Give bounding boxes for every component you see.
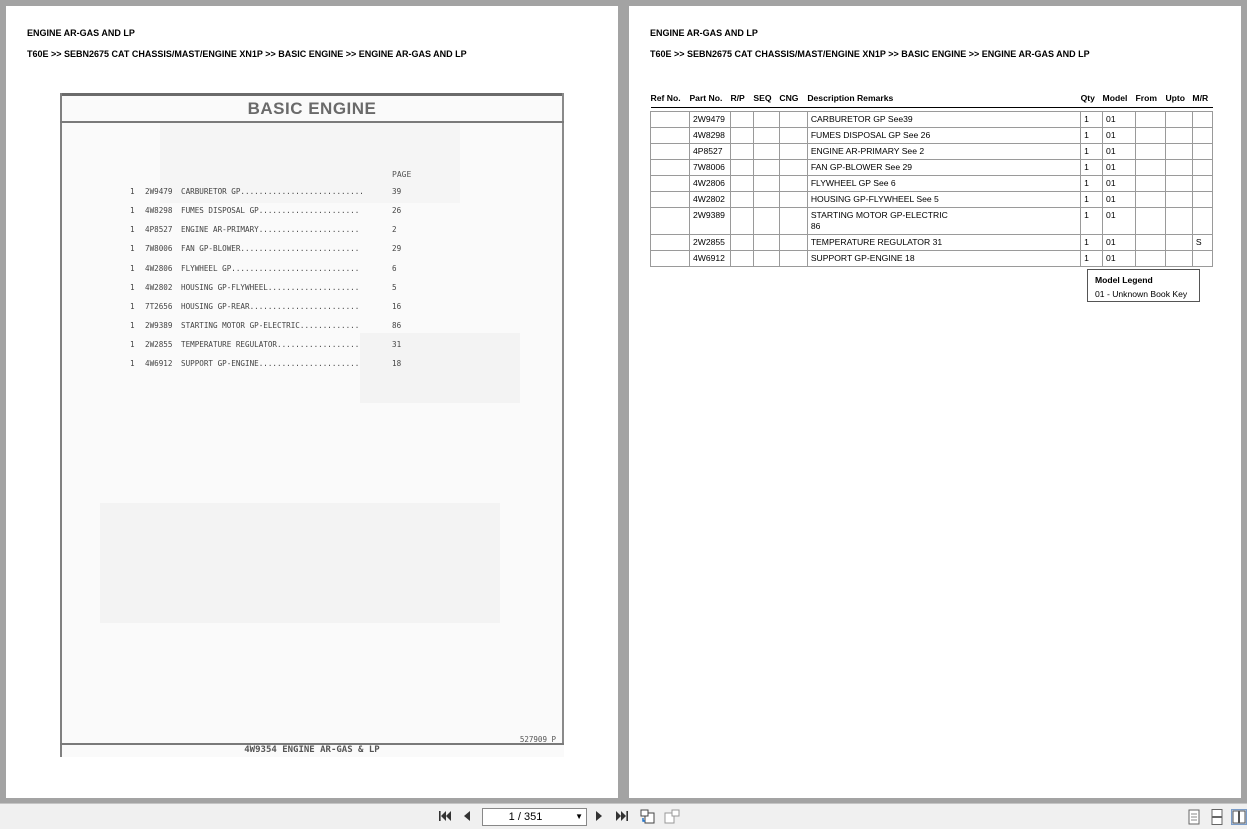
- chevron-down-icon: ▼: [575, 812, 583, 821]
- scan-row-description: SUPPORT GP-ENGINE......................: [181, 359, 360, 368]
- cell-part: 7W8006: [689, 160, 730, 176]
- viewer-toolbar: [0, 803, 1247, 829]
- scan-row: [60, 264, 564, 276]
- scan-row-page: 5: [392, 283, 397, 292]
- cell-cng: [779, 192, 807, 208]
- cell-seq: [753, 144, 779, 160]
- table-row: [651, 176, 1213, 192]
- scan-row-page: 86: [392, 321, 402, 330]
- scan-row-qty: 1: [130, 359, 135, 368]
- cell-mr: [1192, 128, 1212, 144]
- cell-mr: [1192, 160, 1212, 176]
- cell-qty: 1: [1081, 208, 1103, 235]
- scan-row-page: 6: [392, 264, 397, 273]
- table-row: [651, 251, 1213, 267]
- column-header: M/R: [1192, 92, 1212, 108]
- cell-cng: [779, 128, 807, 144]
- cell-part: 2W2855: [689, 235, 730, 251]
- scan-row-description: HOUSING GP-FLYWHEEL....................: [181, 283, 360, 292]
- cell-desc-line: FAN GP-BLOWER See 29: [810, 162, 913, 172]
- scan-heading: BASIC ENGINE: [247, 99, 377, 118]
- cell-upto: [1165, 208, 1192, 235]
- cell-cng: [779, 144, 807, 160]
- cell-rp: [730, 128, 753, 144]
- cell-qty: 1: [1081, 144, 1103, 160]
- table-row: [651, 128, 1213, 144]
- page-number-select[interactable]: [482, 808, 587, 826]
- scan-row-part-number: 4W2802: [145, 283, 173, 292]
- table-header-row: [651, 92, 1213, 108]
- cell-desc: [807, 160, 1080, 176]
- cell-seq: [753, 235, 779, 251]
- cell-upto: [1165, 235, 1192, 251]
- column-header: Part No.: [689, 92, 730, 108]
- cell-seq: [753, 251, 779, 267]
- cell-mr: [1192, 208, 1212, 235]
- scan-row-description: STARTING MOTOR GP-ELECTRIC.............: [181, 321, 360, 330]
- scan-row-qty: 1: [130, 302, 135, 311]
- cell-mr: S: [1192, 235, 1212, 251]
- cell-part: 2W9479: [689, 112, 730, 128]
- cell-mr: [1192, 176, 1212, 192]
- go-back-view-icon[interactable]: [640, 809, 654, 823]
- scan-footer: 4W9354 ENGINE AR-GAS & LP: [244, 745, 380, 755]
- cell-upto: [1165, 144, 1192, 160]
- cell-seq: [753, 176, 779, 192]
- scan-row-page: 2: [392, 225, 397, 234]
- scan-row-description: HOUSING GP-REAR........................: [181, 302, 360, 311]
- scan-page-column-label: PAGE: [392, 170, 412, 179]
- cell-ref: [651, 235, 690, 251]
- scan-row-qty: 1: [130, 187, 135, 196]
- legend-title: Model Legend: [1095, 275, 1153, 285]
- right-page: [629, 6, 1241, 798]
- column-header: Description Remarks: [807, 92, 1080, 108]
- cell-part: 4W6912: [689, 251, 730, 267]
- cell-from: [1136, 192, 1166, 208]
- cell-cng: [779, 235, 807, 251]
- next-page-icon[interactable]: [592, 809, 606, 823]
- scan-row-part-number: 7W8006: [145, 244, 173, 253]
- cell-desc-line: HOUSING GP-FLYWHEEL See 5: [810, 194, 939, 204]
- cell-from: [1136, 208, 1166, 235]
- cell-model: 01: [1103, 144, 1136, 160]
- cell-desc-line: TEMPERATURE REGULATOR 31: [810, 237, 943, 247]
- cell-model: 01: [1103, 128, 1136, 144]
- cell-upto: [1165, 192, 1192, 208]
- cell-rp: [730, 112, 753, 128]
- scan-row-part-number: 4W6912: [145, 359, 173, 368]
- table-row: [651, 144, 1213, 160]
- prev-page-icon[interactable]: [460, 809, 474, 823]
- cell-desc: [807, 176, 1080, 192]
- legend-item: 01 - Unknown Book Key: [1095, 289, 1188, 299]
- scan-row-description: TEMPERATURE REGULATOR..................: [181, 340, 360, 349]
- cell-ref: [651, 144, 690, 160]
- scan-row-page: 16: [392, 302, 402, 311]
- cell-desc: [807, 251, 1080, 267]
- scan-row: [60, 340, 564, 352]
- column-header: Ref No.: [651, 92, 690, 108]
- scan-row-part-number: 2W9479: [145, 187, 173, 196]
- table-row: [651, 192, 1213, 208]
- continuous-view-icon[interactable]: [1210, 809, 1224, 823]
- cell-desc-line: FLYWHEEL GP See 6: [810, 178, 896, 188]
- cell-rp: [730, 192, 753, 208]
- cell-ref: [651, 208, 690, 235]
- column-header: Upto: [1165, 92, 1192, 108]
- cell-desc-line: SUPPORT GP-ENGINE 18: [810, 253, 915, 263]
- cell-rp: [730, 160, 753, 176]
- cell-rp: [730, 208, 753, 235]
- cell-model: 01: [1103, 160, 1136, 176]
- scan-row-description: CARBURETOR GP...........................: [181, 187, 364, 196]
- scan-row-qty: 1: [130, 321, 135, 330]
- cell-from: [1136, 176, 1166, 192]
- table-row: [651, 235, 1213, 251]
- cell-qty: 1: [1081, 251, 1103, 267]
- cell-rp: [730, 144, 753, 160]
- cell-model: 01: [1103, 235, 1136, 251]
- cell-qty: 1: [1081, 235, 1103, 251]
- go-forward-view-icon[interactable]: [664, 809, 678, 823]
- scan-row-qty: 1: [130, 244, 135, 253]
- cell-cng: [779, 208, 807, 235]
- cell-from: [1136, 128, 1166, 144]
- cell-qty: 1: [1081, 160, 1103, 176]
- parts-table: [650, 92, 1213, 267]
- column-header: CNG: [779, 92, 807, 108]
- cell-desc: [807, 144, 1080, 160]
- cell-model: 01: [1103, 112, 1136, 128]
- cell-part: 4W2802: [689, 192, 730, 208]
- scan-top-border: [60, 93, 564, 96]
- scan-row-description: FUMES DISPOSAL GP......................: [181, 206, 360, 215]
- cell-mr: [1192, 112, 1212, 128]
- cell-seq: [753, 192, 779, 208]
- scan-row: [60, 225, 564, 237]
- scan-row-part-number: 4W8298: [145, 206, 173, 215]
- page-number-value: 1 / 351: [508, 811, 543, 823]
- scan-row: [60, 283, 564, 295]
- column-header: SEQ: [753, 92, 779, 108]
- cell-ref: [651, 112, 690, 128]
- scan-row: [60, 302, 564, 314]
- left-page: [6, 6, 618, 798]
- cell-desc: [807, 235, 1080, 251]
- scan-row-qty: 1: [130, 225, 135, 234]
- scan-ref-code: 527909 P: [519, 735, 556, 744]
- cell-upto: [1165, 251, 1192, 267]
- cell-from: [1136, 251, 1166, 267]
- table-row: [651, 112, 1213, 128]
- cell-from: [1136, 112, 1166, 128]
- cell-cng: [779, 176, 807, 192]
- cell-part: 4W2806: [689, 176, 730, 192]
- scan-row: [60, 187, 564, 199]
- scan-row-description: ENGINE AR-PRIMARY......................: [181, 225, 360, 234]
- page-title: ENGINE AR-GAS AND LP: [650, 28, 758, 38]
- cell-rp: [730, 235, 753, 251]
- single-page-view-icon[interactable]: [1187, 809, 1201, 823]
- cell-desc-line: STARTING MOTOR GP-ELECTRIC: [810, 210, 948, 220]
- cell-part: 4W8298: [689, 128, 730, 144]
- column-header: From: [1136, 92, 1166, 108]
- cell-model: 01: [1103, 176, 1136, 192]
- scan-row-page: 26: [392, 206, 402, 215]
- cell-qty: 1: [1081, 176, 1103, 192]
- scan-row-description: FLYWHEEL GP............................: [181, 264, 360, 273]
- scan-row-qty: 1: [130, 264, 135, 273]
- cell-upto: [1165, 160, 1192, 176]
- cell-ref: [651, 160, 690, 176]
- cell-seq: [753, 208, 779, 235]
- scan-row-page: 29: [392, 244, 402, 253]
- cell-cng: [779, 160, 807, 176]
- column-header: R/P: [730, 92, 753, 108]
- scanned-page-image: [60, 93, 564, 757]
- cell-part: 2W9389: [689, 208, 730, 235]
- page-title: ENGINE AR-GAS AND LP: [27, 28, 135, 38]
- cell-upto: [1165, 176, 1192, 192]
- table-row: [651, 160, 1213, 176]
- cell-seq: [753, 112, 779, 128]
- cell-cng: [779, 112, 807, 128]
- cell-desc: [807, 128, 1080, 144]
- scan-row-page: 31: [392, 340, 402, 349]
- cell-desc: [807, 192, 1080, 208]
- cell-qty: 1: [1081, 192, 1103, 208]
- scan-row-page: 18: [392, 359, 402, 368]
- scan-row-part-number: 7T2656: [145, 302, 173, 311]
- cell-model: 01: [1103, 208, 1136, 235]
- scan-row-qty: 1: [130, 206, 135, 215]
- cell-qty: 1: [1081, 112, 1103, 128]
- cell-mr: [1192, 251, 1212, 267]
- cell-desc-line: 86: [810, 221, 821, 231]
- model-legend: [1087, 269, 1200, 302]
- cell-upto: [1165, 128, 1192, 144]
- breadcrumb: T60E >> SEBN2675 CAT CHASSIS/MAST/ENGINE XN1P >> BASIC ENGINE >> ENGINE AR-GAS AND LP: [27, 49, 467, 59]
- cell-rp: [730, 251, 753, 267]
- breadcrumb: T60E >> SEBN2675 CAT CHASSIS/MAST/ENGINE XN1P >> BASIC ENGINE >> ENGINE AR-GAS AND LP: [650, 49, 1090, 59]
- cell-from: [1136, 144, 1166, 160]
- cell-cng: [779, 251, 807, 267]
- scan-row-qty: 1: [130, 283, 135, 292]
- cell-rp: [730, 176, 753, 192]
- cell-model: 01: [1103, 192, 1136, 208]
- cell-from: [1136, 235, 1166, 251]
- cell-model: 01: [1103, 251, 1136, 267]
- scan-row-page: 39: [392, 187, 402, 196]
- column-header: Qty: [1081, 92, 1103, 108]
- scan-row-part-number: 2W9389: [145, 321, 173, 330]
- cell-from: [1136, 160, 1166, 176]
- cell-desc-line: CARBURETOR GP See39: [810, 114, 913, 124]
- scan-row-part-number: 4W2806: [145, 264, 173, 273]
- cell-ref: [651, 251, 690, 267]
- cell-qty: 1: [1081, 128, 1103, 144]
- cell-ref: [651, 192, 690, 208]
- scan-row: [60, 206, 564, 218]
- scan-heading-rule: [60, 121, 564, 123]
- cell-mr: [1192, 192, 1212, 208]
- last-page-icon[interactable]: [615, 809, 629, 823]
- cell-seq: [753, 160, 779, 176]
- scan-row: [60, 359, 564, 371]
- cell-mr: [1192, 144, 1212, 160]
- first-page-icon[interactable]: [438, 809, 452, 823]
- cell-desc: [807, 208, 1080, 235]
- cell-seq: [753, 128, 779, 144]
- cell-ref: [651, 128, 690, 144]
- scan-row-qty: 1: [130, 340, 135, 349]
- cell-desc-line: FUMES DISPOSAL GP See 26: [810, 130, 931, 140]
- cell-ref: [651, 176, 690, 192]
- scan-row: [60, 244, 564, 256]
- cell-part: 4P8527: [689, 144, 730, 160]
- scan-row-part-number: 2W2855: [145, 340, 173, 349]
- cell-desc-line: ENGINE AR-PRIMARY See 2: [810, 146, 925, 156]
- cell-desc: [807, 112, 1080, 128]
- cell-upto: [1165, 112, 1192, 128]
- facing-pages-view-icon[interactable]: [1231, 809, 1247, 825]
- table-row: [651, 208, 1213, 235]
- scan-row-description: FAN GP-BLOWER..........................: [181, 244, 360, 253]
- scan-row: [60, 321, 564, 333]
- column-header: Model: [1103, 92, 1136, 108]
- scan-row-part-number: 4P8527: [145, 225, 173, 234]
